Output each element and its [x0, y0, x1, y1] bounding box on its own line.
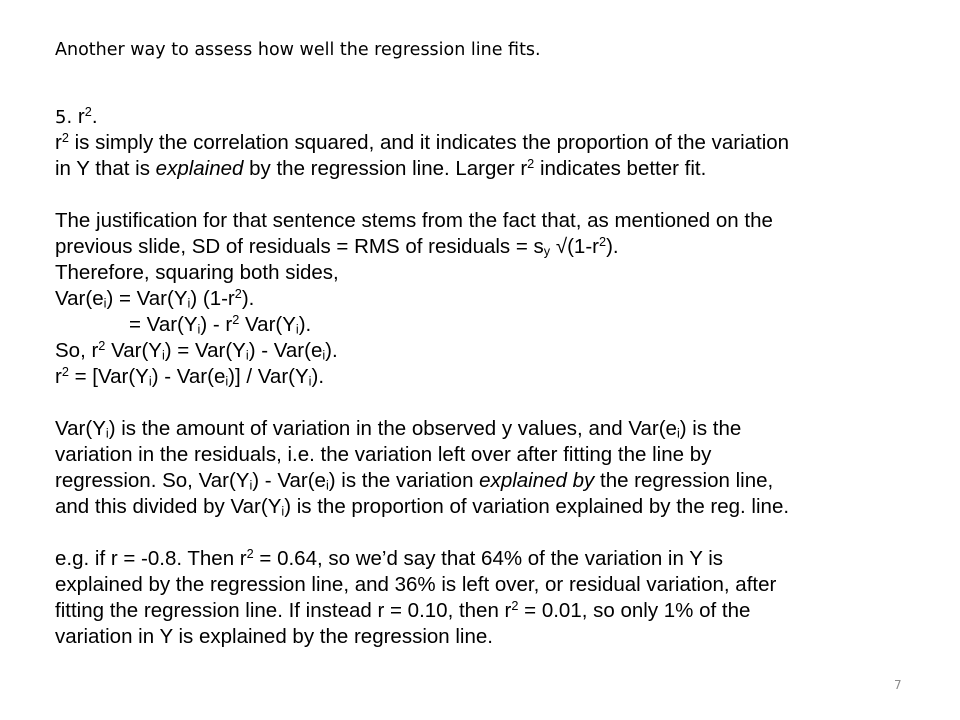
body-line	[55, 156, 935, 182]
text-span: ).	[298, 313, 312, 336]
subscript: i	[148, 373, 152, 389]
body-line	[55, 598, 935, 624]
slide-heading: Another way to assess how well the regression line fits.	[55, 40, 541, 60]
subscript: i	[308, 373, 312, 389]
text-span: )] / Var(Y	[228, 365, 309, 388]
text-span: indicates better fit.	[534, 157, 707, 180]
text-span: ) = Var(Y	[164, 339, 246, 362]
equation-line	[55, 338, 935, 364]
slide-body	[55, 104, 935, 650]
text-span: Var(e	[55, 287, 104, 310]
subscript: i	[295, 321, 299, 337]
superscript: 2	[84, 104, 92, 120]
subscript: i	[103, 295, 107, 311]
text-span: e.g. if r = -0.8. Then r	[55, 547, 247, 570]
text-span: previous slide, SD of residuals = RMS of residuals = s	[55, 235, 544, 258]
superscript: 2	[232, 312, 240, 328]
section-title	[55, 104, 935, 130]
paragraph-spacer	[55, 182, 935, 208]
body-line	[55, 546, 935, 572]
superscript: 2	[61, 364, 69, 380]
text-span: ) is the amount of variation in the observed y values, and Var(e	[108, 417, 677, 440]
superscript: 2	[598, 234, 607, 250]
superscript: 2	[527, 156, 535, 172]
subscript: i	[281, 503, 285, 519]
text-span: in Y that is	[55, 157, 156, 180]
subscript: i	[676, 425, 680, 441]
paragraph-spacer	[55, 520, 935, 546]
subscript: y	[543, 243, 551, 259]
subscript: i	[225, 373, 229, 389]
page-number: 7	[894, 678, 902, 692]
text-span: So, r	[55, 339, 99, 362]
text-span: ) - r	[200, 313, 233, 336]
superscript: 2	[98, 338, 106, 354]
body-line	[55, 130, 935, 156]
text-span: √(1-r	[550, 235, 599, 258]
paragraph-spacer	[55, 390, 935, 416]
superscript: 2	[246, 546, 254, 562]
text-span: regression. So, Var(Y	[55, 469, 250, 492]
italic-text: explained by	[479, 469, 595, 492]
text-span: ) (1-r	[190, 287, 235, 310]
text-span: ).	[325, 339, 338, 362]
text-span: ).	[606, 235, 619, 258]
equation-line	[55, 286, 935, 312]
text-span: ) is the	[679, 417, 742, 440]
body-line: The justification for that sentence stems from the fact that, as mentioned on the	[55, 209, 773, 232]
subscript: i	[197, 321, 201, 337]
text-span: ) = Var(Y	[106, 287, 188, 310]
equation-line	[55, 312, 935, 338]
text-span: and this divided by Var(Y	[55, 495, 282, 518]
body-line	[55, 468, 935, 494]
subscript: i	[105, 425, 109, 441]
subscript: i	[249, 477, 253, 493]
text-span: ) is the variation	[328, 469, 480, 492]
text-span: r	[55, 131, 62, 154]
text-span: r	[55, 365, 62, 388]
body-line: explained by the regression line, and 36% is left over, or residual variation, after	[55, 573, 777, 596]
text-span: Var(Y	[239, 313, 296, 336]
superscript: 2	[234, 286, 242, 302]
text-span: the regression line,	[594, 469, 774, 492]
body-line: variation in Y is explained by the regression line.	[55, 625, 493, 648]
text-span: .	[91, 105, 98, 128]
text-span: = Var(Y	[129, 313, 198, 336]
text-span: = 0.01, so only 1% of the	[518, 599, 751, 622]
text-span: ).	[241, 287, 255, 310]
subscript: i	[161, 347, 165, 363]
subscript: i	[245, 347, 249, 363]
body-line	[55, 416, 935, 442]
superscript: 2	[61, 130, 69, 146]
subscript: i	[325, 477, 329, 493]
body-line: variation in the residuals, i.e. the variation left over after fitting the line by	[55, 443, 712, 466]
text-span: Var(Y	[105, 339, 162, 362]
text-span: ).	[311, 365, 325, 388]
equation-line	[55, 364, 935, 390]
text-span: fitting the regression line. If instead r = 0.10, then r	[55, 599, 512, 622]
text-span: ) - Var(e	[252, 469, 326, 492]
body-line	[55, 234, 935, 260]
text-span: ) - Var(e	[151, 365, 226, 388]
text-span: Var(Y	[55, 417, 106, 440]
text-span: ) - Var(e	[248, 339, 323, 362]
text-span: r	[77, 105, 85, 128]
italic-text: explained	[155, 157, 244, 180]
subscript: i	[187, 295, 191, 311]
body-line: Therefore, squaring both sides,	[55, 261, 339, 284]
body-line	[55, 494, 935, 520]
text-span: by the regression line. Larger r	[243, 157, 528, 180]
text-span: ) is the proportion of variation explained by the reg. line.	[284, 495, 790, 518]
subscript: i	[322, 347, 326, 363]
text-span: = [Var(Y	[68, 365, 149, 388]
text-span: is simply the correlation squared, and it indicates the proportion of the variation	[68, 131, 790, 154]
text-span: = 0.64, so we’d say that 64% of the variation in Y is	[253, 547, 724, 570]
section-number: 5.	[55, 107, 78, 128]
superscript: 2	[511, 598, 519, 614]
